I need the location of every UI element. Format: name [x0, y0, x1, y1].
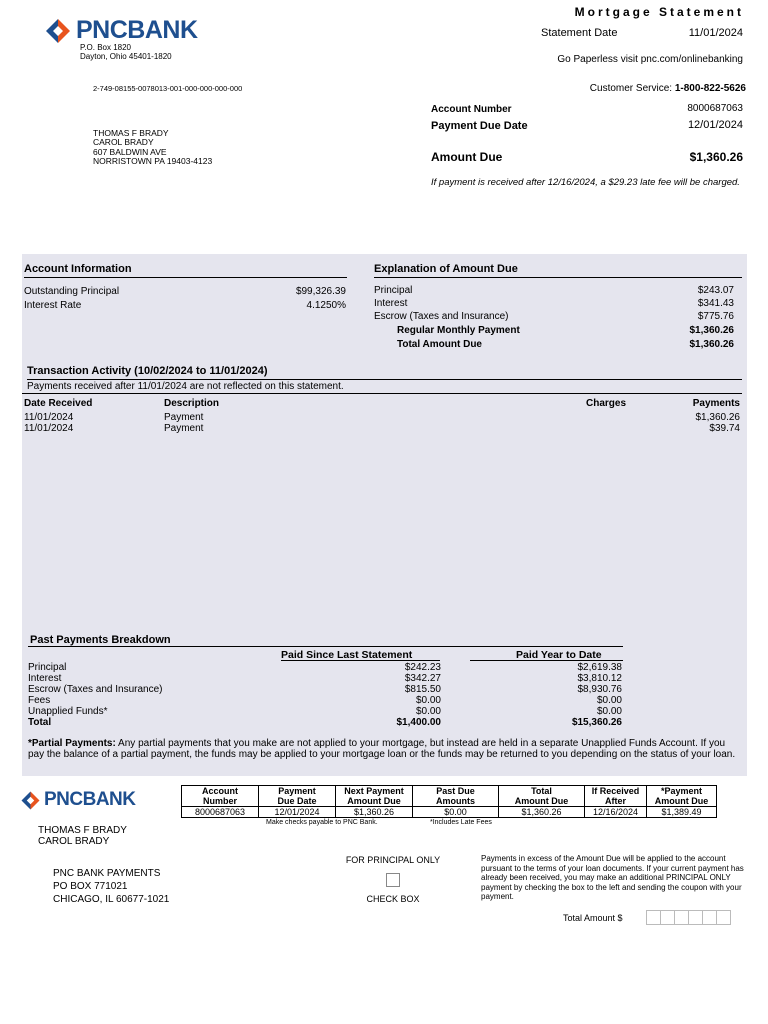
- coupon-header-3: Past Due Amounts: [413, 786, 499, 807]
- txn-payments-1: $39.74: [709, 423, 740, 434]
- explanation-label-1: Interest: [374, 298, 408, 309]
- coupon-header-5: If Received After: [585, 786, 647, 807]
- account-info-label-1: Interest Rate: [24, 300, 82, 311]
- account-info-label-0: Outstanding Principal: [24, 286, 120, 297]
- coupon-payer: [38, 825, 127, 847]
- paperless-link[interactable]: Go Paperless visit pnc.com/onlinebanking: [557, 54, 743, 65]
- partial-payments-text: Any partial payments that you make are not applied to your mortgage, but instead are held in a separate Unapplied Funds Account. If you pay the balance of a partial payment, the funds may be applied to your mortgage loan or the funds may be returned to you depending on the status of your loan.: [28, 738, 736, 760]
- pp-since-1: $342.27: [404, 673, 441, 684]
- coupon-logo-icon: [20, 790, 41, 811]
- amount-digit-box[interactable]: [646, 910, 661, 925]
- col-payments: Payments: [692, 398, 740, 409]
- coupon-value-total-due: $1,360.26: [499, 807, 585, 818]
- explanation-label-0: Principal: [374, 285, 413, 296]
- coupon-logo-wordmark: PNCBANK: [44, 789, 136, 810]
- due-date-label: Payment Due Date: [431, 120, 528, 132]
- account-info-heading: Account Information: [24, 263, 347, 278]
- col-since-underline: [281, 660, 440, 661]
- total-amount-label: Total Amount $: [563, 913, 623, 923]
- amount-digit-box[interactable]: [716, 910, 731, 925]
- recipient-line2: CAROL BRADY: [93, 137, 154, 148]
- pnc-logo-icon: [44, 17, 72, 45]
- excess-payment-note: Payments in excess of the Amount Due will be applied to the account pursuant to the terms of your loan documents. If your current payment has already been received, you may make an additional PRINCIPAL ONLY payment by checking the box to the left and sending the coupon with your payment.: [481, 854, 744, 901]
- coupon-value-if-received: 12/16/2024: [585, 807, 647, 818]
- pp-ytd-1: $3,810.12: [577, 673, 622, 684]
- col-date-received: Date Received: [24, 398, 93, 409]
- transaction-note: Payments received after 11/01/2024 are not reflected on this statement.: [27, 381, 344, 392]
- pp-since-4: $0.00: [415, 706, 441, 717]
- pp-label-4: Unapplied Funds*: [28, 706, 108, 717]
- coupon-payer-line2: CAROL BRADY: [38, 836, 110, 847]
- pp-since-3: $0.00: [415, 695, 441, 706]
- checks-payable-note: Make checks payable to PNC Bank.: [266, 819, 378, 826]
- txn-date-1: 11/01/2024: [24, 423, 74, 434]
- pp-since-2: $815.50: [404, 684, 441, 695]
- amount-due-label: Amount Due: [431, 150, 503, 164]
- partial-payments-note: [28, 738, 740, 760]
- recipient-line1: THOMAS F BRADY: [93, 128, 169, 138]
- coupon-value-payment-due: $1,389.49: [647, 807, 717, 818]
- amount-due: $1,360.26: [689, 150, 743, 164]
- recipient-line3: 607 BALDWIN AVE: [93, 146, 167, 157]
- pp-label-3: Fees: [28, 695, 51, 706]
- account-info-value-1: 4.1250%: [306, 300, 346, 311]
- statement-date: 11/01/2024: [688, 27, 743, 39]
- col-paid-ytd: Paid Year to Date: [516, 649, 602, 661]
- customer-service: [520, 83, 746, 94]
- customer-service-label: Customer Service:: [589, 83, 673, 94]
- total-amount-due-value: $1,360.26: [689, 339, 734, 350]
- pp-since-0: $242.23: [404, 662, 441, 673]
- col-paid-since: Paid Since Last Statement: [281, 649, 413, 661]
- remit-line1: PNC BANK PAYMENTS: [53, 868, 161, 879]
- reference-code: 2-749-08155-0078013-001-000-000-000-000: [93, 84, 243, 93]
- principal-only-label: FOR PRINCIPAL ONLY: [345, 855, 441, 865]
- pp-total-label: Total: [28, 717, 52, 728]
- bank-address: [80, 43, 172, 61]
- pnc-logo: [44, 16, 198, 45]
- remit-line2: PO BOX 771021: [53, 881, 128, 892]
- pp-label-1: Interest: [28, 673, 62, 684]
- txn-payments-0: $1,360.26: [695, 412, 740, 423]
- coupon-header-4: Total Amount Due: [499, 786, 585, 807]
- late-fees-note: *Includes Late Fees: [430, 819, 492, 826]
- explanation-value-2: $775.76: [697, 311, 734, 322]
- coupon-value-row: [182, 807, 717, 818]
- transaction-divider: [22, 393, 742, 394]
- bank-address-line2: Dayton, Ohio 45401-1820: [80, 52, 172, 61]
- pp-ytd-4: $0.00: [596, 706, 622, 717]
- partial-payments-label: *Partial Payments:: [28, 738, 116, 749]
- recipient-address: [93, 129, 212, 166]
- amount-digit-box[interactable]: [674, 910, 689, 925]
- pp-label-0: Principal: [28, 662, 67, 673]
- coupon-header-row: [182, 786, 717, 807]
- account-number: 8000687063: [687, 103, 743, 114]
- regular-payment-value: $1,360.26: [689, 325, 734, 336]
- coupon-value-past-due: $0.00: [413, 807, 499, 818]
- explanation-value-0: $243.07: [697, 285, 734, 296]
- pp-total-since: $1,400.00: [396, 717, 441, 728]
- pp-ytd-2: $8,930.76: [577, 684, 622, 695]
- bank-address-line1: P.O. Box 1820: [80, 43, 131, 52]
- explanation-heading: Explanation of Amount Due: [374, 263, 742, 278]
- pp-ytd-3: $0.00: [596, 695, 622, 706]
- pp-label-2: Escrow (Taxes and Insurance): [28, 684, 163, 695]
- txn-description-1: Payment: [164, 423, 204, 434]
- customer-service-phone[interactable]: 1-800-822-5626: [674, 83, 746, 94]
- total-amount-entry[interactable]: [647, 910, 731, 925]
- coupon-logo: [20, 789, 136, 811]
- recipient-line4: NORRISTOWN PA 19403-4123: [93, 155, 213, 166]
- account-number-label: Account Number: [431, 104, 512, 115]
- remit-line3: CHICAGO, IL 60677-1021: [53, 894, 170, 905]
- explanation-label-2: Escrow (Taxes and Insurance): [374, 311, 509, 322]
- amount-digit-box[interactable]: [702, 910, 717, 925]
- due-date: 12/01/2024: [687, 119, 743, 131]
- late-fee-note: If payment is received after 12/16/2024, a $29.23 late fee will be charged.: [431, 177, 740, 188]
- txn-description-0: Payment: [164, 412, 204, 423]
- coupon-value-next-payment: $1,360.26: [336, 807, 413, 818]
- amount-digit-box[interactable]: [660, 910, 675, 925]
- coupon-header-1: Payment Due Date: [259, 786, 336, 807]
- coupon-table: [181, 785, 717, 818]
- coupon-value-due-date: 12/01/2024: [259, 807, 336, 818]
- remit-address: [53, 867, 169, 906]
- regular-payment-label: Regular Monthly Payment: [397, 325, 520, 336]
- col-charges: Charges: [585, 398, 626, 409]
- check-box-label: CHECK BOX: [366, 894, 420, 904]
- coupon-header-2: Next Payment Amount Due: [336, 786, 413, 807]
- txn-date-0: 11/01/2024: [24, 412, 74, 423]
- col-description: Description: [164, 398, 220, 409]
- statement-date-label: Statement Date: [541, 27, 618, 39]
- pp-ytd-0: $2,619.38: [577, 662, 622, 673]
- logo-wordmark: PNCBANK: [76, 16, 198, 44]
- principal-only-checkbox[interactable]: [386, 873, 400, 887]
- explanation-value-1: $341.43: [697, 298, 734, 309]
- past-payments-heading: Past Payments Breakdown: [30, 634, 171, 646]
- past-payments-divider: [28, 646, 623, 647]
- coupon-value-account: 8000687063: [182, 807, 259, 818]
- document-title: Mortgage Statement: [574, 5, 744, 19]
- amount-digit-box[interactable]: [688, 910, 703, 925]
- coupon-header-6: *Payment Amount Due: [647, 786, 717, 807]
- account-info-value-0: $99,326.39: [295, 286, 346, 297]
- pp-total-ytd: $15,360.26: [571, 717, 622, 728]
- coupon-payer-line1: THOMAS F BRADY: [38, 825, 127, 836]
- total-amount-due-label: Total Amount Due: [397, 339, 482, 350]
- col-ytd-underline: [470, 660, 623, 661]
- transaction-heading: Transaction Activity (10/02/2024 to 11/01/2024): [27, 365, 742, 380]
- coupon-header-0: Account Number: [182, 786, 259, 807]
